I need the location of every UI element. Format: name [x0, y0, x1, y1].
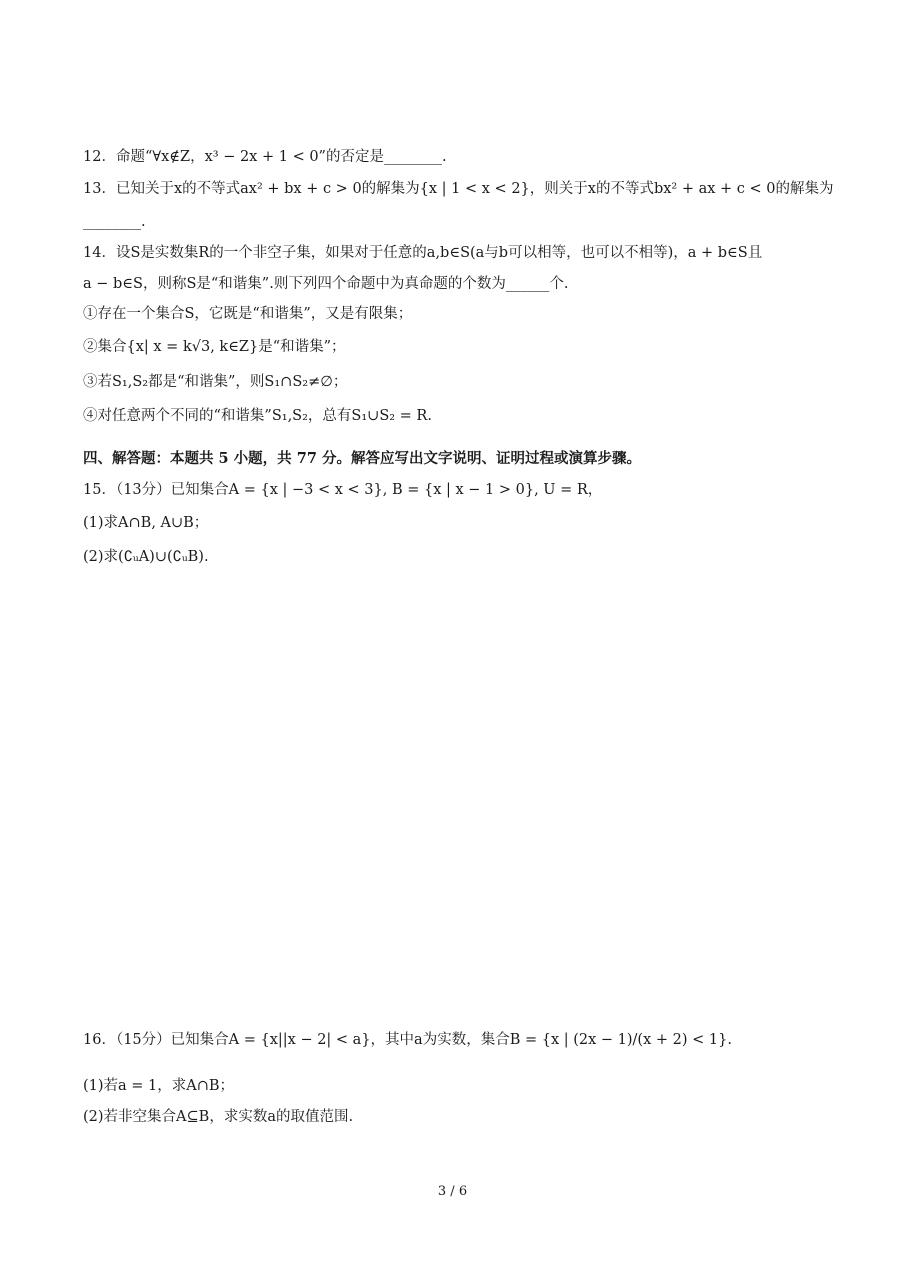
- question-16-stem: 16．（15分）已知集合A = {x||x − 2| < a}，其中a为实数，集合B = {x | (2x − 1)/(x + 2) < 1}.: [83, 1032, 732, 1048]
- question-15-part-1: (1)求A∩B, A∪B；: [83, 515, 209, 531]
- question-16-part-1: (1)若a = 1，求A∩B；: [83, 1078, 235, 1094]
- question-12: 12．命题“∀x∉Z，x³ − 2x + 1 < 0”的否定是________.: [83, 149, 447, 165]
- section-4-heading: 四、解答题：本题共 5 小题，共 77 分。解答应写出文字说明、证明过程或演算步骤。: [83, 450, 641, 467]
- question-16-part-2: (2)若非空集合A⊆B，求实数a的取值范围.: [83, 1109, 354, 1125]
- question-13-line-2: ________.: [83, 214, 146, 230]
- question-14-item-3: ③若S₁,S₂都是“和谐集”，则S₁∩S₂≠∅；: [83, 374, 348, 390]
- question-14-line-1: 14．设S是实数集R的一个非空子集，如果对于任意的a,b∈S(a与b可以相等，也可以不相等)，a + b∈S且: [83, 245, 763, 261]
- question-13-line-1: 13．已知关于x的不等式ax² + bx + c > 0的解集为{x | 1 < x < 2}，则关于x的不等式bx² + ax + c < 0的解集为: [83, 181, 834, 197]
- question-14-item-2: ②集合{x| x = k√3, k∈Z}是“和谐集”；: [83, 339, 346, 355]
- question-14-item-4: ④对任意两个不同的“和谐集”S₁,S₂，总有S₁∪S₂ = R.: [83, 408, 432, 424]
- page-number: 3 / 6: [437, 1184, 468, 1199]
- question-15-stem: 15．（13分）已知集合A = {x | −3 < x < 3}, B = {x | x − 1 > 0}, U = R，: [83, 482, 603, 498]
- question-14-line-2: a − b∈S，则称S是“和谐集”.则下列四个命题中为真命题的个数为______个.: [83, 276, 569, 292]
- question-15-part-2: (2)求(∁ᵤA)∪(∁ᵤB).: [83, 549, 209, 565]
- question-14-item-1: ①存在一个集合S，它既是“和谐集”，又是有限集；: [83, 306, 413, 322]
